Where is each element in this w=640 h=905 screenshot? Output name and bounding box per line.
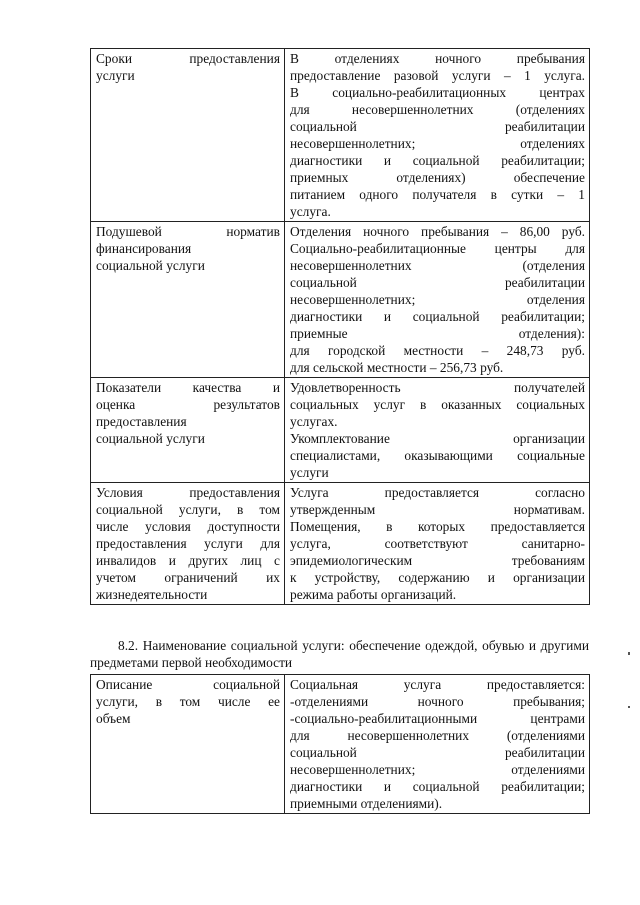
- cell-line: В отделениях ночного пребывания: [290, 51, 585, 66]
- cell-line: для несовершеннолетних (отделениях: [290, 102, 585, 117]
- row-content-cell: [285, 675, 590, 814]
- cell-line: приемными отделениями).: [290, 796, 443, 811]
- cell-line: оценка результатов: [96, 397, 280, 412]
- cell-line: приемные отделения):: [290, 326, 585, 341]
- cell-line: несовершеннолетних; отделениями: [290, 762, 585, 777]
- cell-line: социальных услуг в оказанных социальных: [290, 397, 585, 412]
- cell-line: диагностики и социальной реабилитации;: [290, 779, 585, 794]
- cell-line: несовершеннолетних; отделениях: [290, 136, 585, 151]
- cell-line: услуга.: [290, 204, 331, 219]
- cell-line: несовершеннолетних; отделения: [290, 292, 585, 307]
- row-label-cell: [91, 222, 285, 378]
- cell-line: для несовершеннолетних (отделениями: [290, 728, 585, 743]
- cell-line: услугах.: [290, 414, 338, 429]
- cell-line: Укомплектование организации: [290, 431, 585, 446]
- cell-line: социальной услуги: [96, 258, 205, 273]
- cell-line: услуги, в том числе ее: [96, 694, 280, 709]
- cell-line: предоставление разовой услуги – 1 услуга.: [290, 68, 585, 83]
- cell-line: социальной реабилитации: [290, 745, 585, 760]
- cell-line: В социально-реабилитационных центрах: [290, 85, 585, 100]
- cell-line: социальной реабилитации: [290, 119, 585, 134]
- cell-line: Сроки предоставления: [96, 51, 280, 66]
- cell-line: учетом ограничений их: [96, 570, 280, 585]
- cell-line: социальной услуги: [96, 431, 205, 446]
- cell-line: эпидемиологическим требованиям: [290, 553, 585, 568]
- cell-line: социальной реабилитации: [290, 275, 585, 290]
- cell-line: услуга, соответствуют санитарно-: [290, 536, 585, 551]
- cell-line: Подушевой норматив: [96, 224, 280, 239]
- scan-speck: [628, 652, 630, 655]
- cell-line: Условия предоставления: [96, 485, 280, 500]
- cell-line: Отделения ночного пребывания – 86,00 руб.: [290, 224, 585, 239]
- row-content-cell: [285, 378, 590, 483]
- cell-line: диагностики и социальной реабилитации;: [290, 309, 585, 324]
- cell-line: для сельской местности – 256,73 руб.: [290, 360, 504, 375]
- cell-line: услуги: [96, 68, 135, 83]
- table-row: [91, 49, 590, 222]
- cell-line: -отделениями ночного пребывания;: [290, 694, 585, 709]
- cell-line: услуги: [290, 465, 329, 480]
- row-label-cell: [91, 483, 285, 605]
- cell-line: Удовлетворенность получателей: [290, 380, 585, 395]
- cell-line: питанием одного получателя в сутки – 1: [290, 187, 585, 202]
- service-details-table: [90, 48, 590, 605]
- row-label-cell: [91, 378, 285, 483]
- cell-line: предоставления: [96, 414, 187, 429]
- cell-line: инвалидов и других лиц с: [96, 553, 280, 568]
- cell-line: Показатели качества и: [96, 380, 280, 395]
- cell-line: жизнедеятельности: [96, 587, 208, 602]
- row-label-cell: [91, 49, 285, 222]
- table-row: [91, 483, 590, 605]
- row-label-cell: [91, 675, 285, 814]
- cell-line: -социально-реабилитационными центрами: [290, 711, 585, 726]
- row-content-cell: [285, 483, 590, 605]
- cell-line: специалистами, оказывающими социальные: [290, 448, 585, 463]
- cell-line: несовершеннолетних (отделения: [290, 258, 585, 273]
- cell-line: для городской местности – 248,73 руб.: [290, 343, 585, 358]
- scan-speck: [628, 706, 630, 708]
- cell-line: Описание социальной: [96, 677, 280, 692]
- row-content-cell: [285, 222, 590, 378]
- cell-line: социальной услуги, в том: [96, 502, 280, 517]
- table-row: [91, 675, 590, 814]
- cell-line: предоставления услуги для: [96, 536, 280, 551]
- table-row: [91, 222, 590, 378]
- cell-line: числе условия доступности: [96, 519, 280, 534]
- cell-line: диагностики и социальной реабилитации;: [290, 153, 585, 168]
- table-row: [91, 378, 590, 483]
- row-content-cell: [285, 49, 590, 222]
- section-heading: 8.2. Наименование социальной услуги: обеспечение одеждой, обувью и другими предметами первой необходимости: [90, 638, 589, 670]
- cell-line: утвержденным нормативам.: [290, 502, 585, 517]
- service-description-table: [90, 674, 590, 814]
- cell-line: финансирования: [96, 241, 192, 256]
- cell-line: объем: [96, 711, 131, 726]
- cell-line: к устройству, содержанию и организации: [290, 570, 585, 585]
- cell-line: режима работы организаций.: [290, 587, 457, 602]
- cell-line: приемных отделениях) обеспечение: [290, 170, 585, 185]
- cell-line: Социальная услуга предоставляется:: [290, 677, 585, 692]
- cell-line: Услуга предоставляется согласно: [290, 485, 585, 500]
- cell-line: Социально-реабилитационные центры для: [290, 241, 585, 256]
- cell-line: Помещения, в которых предоставляется: [290, 519, 585, 534]
